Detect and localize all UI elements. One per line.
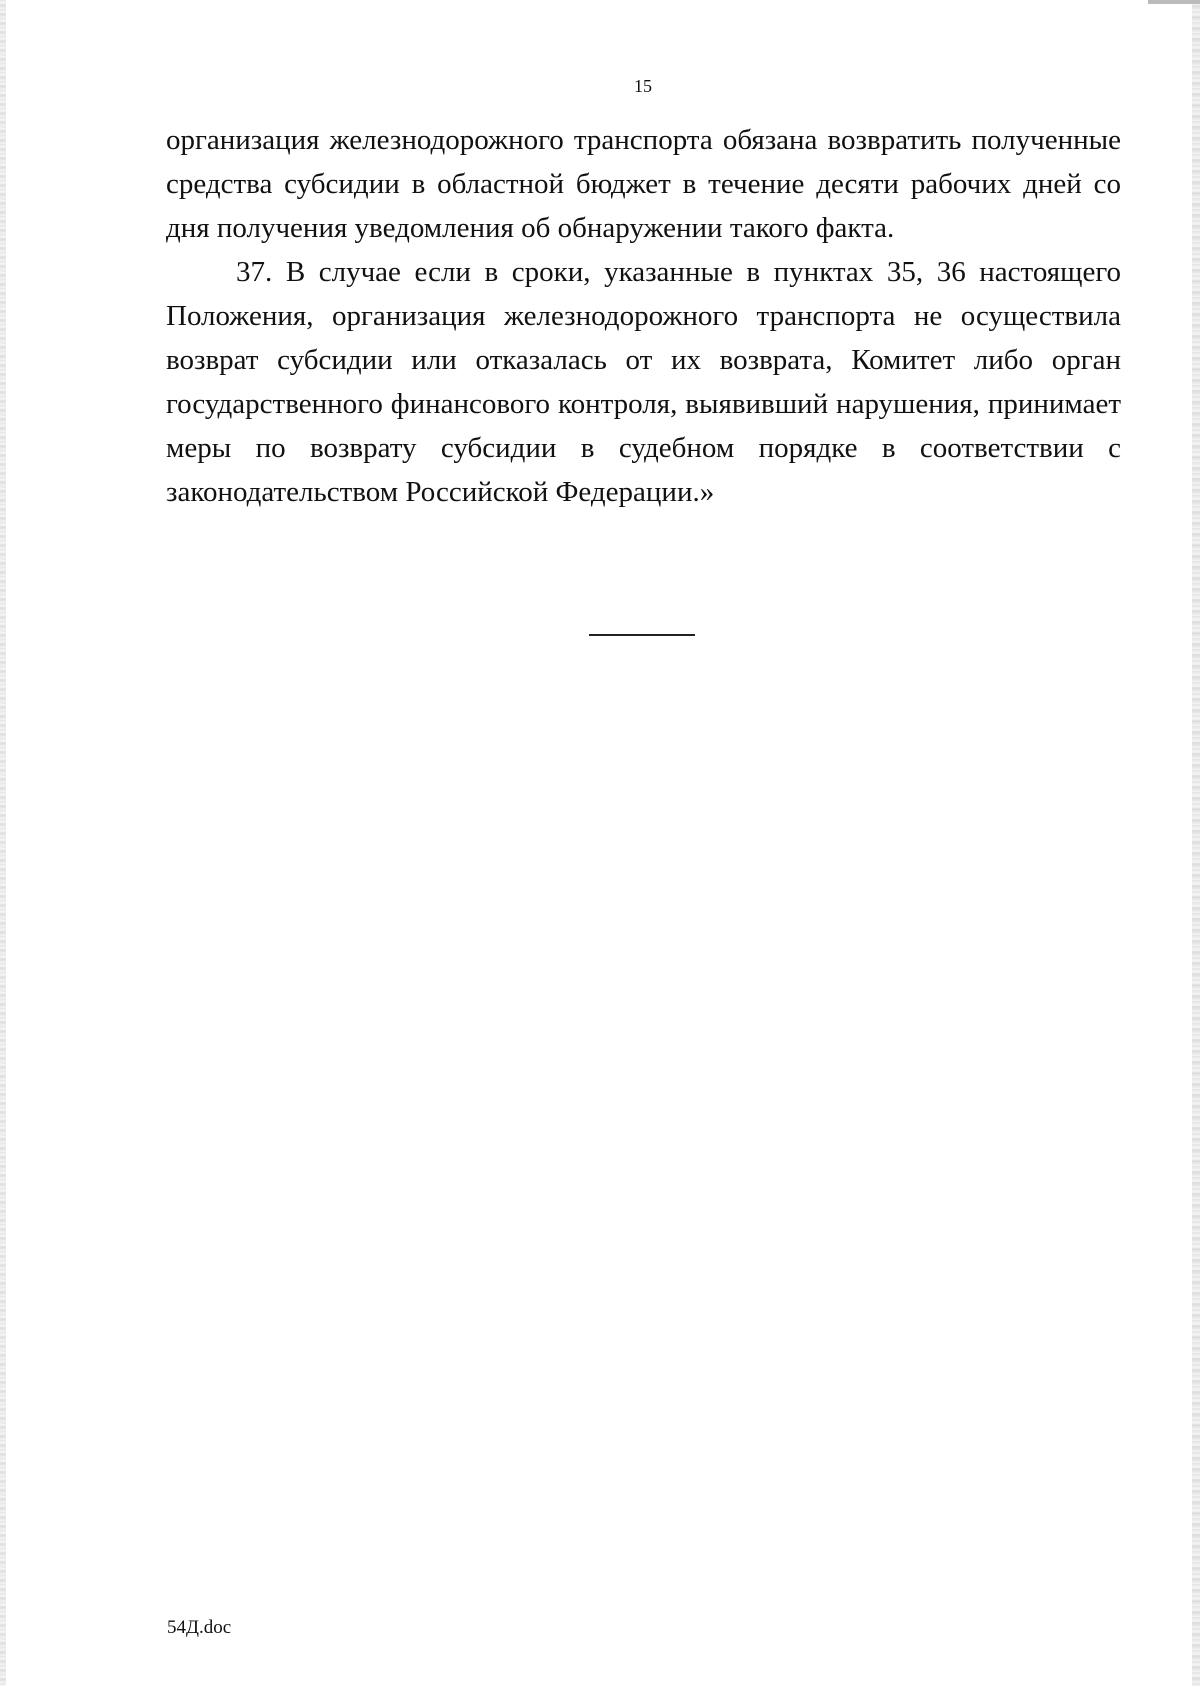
end-divider-line (589, 634, 695, 636)
body-text (166, 118, 1121, 514)
paragraph-continuation: организация железнодорожного транспорта обязана возвратить полученные средства субсидии в областной бюджет в течение десяти рабочих дней со дня получения уведомления об обнаружении такого факта. (166, 124, 1121, 244)
footer-filename: 54Д.doc (167, 1617, 232, 1638)
scan-edge-right (1192, 0, 1200, 1686)
page-number: 15 (634, 76, 652, 96)
scan-edge-top-right (1148, 0, 1200, 4)
scan-edge-left (0, 0, 6, 1686)
paragraph-37: 37. В случае если в сроки, указанные в пунктах 35, 36 настоящего Положения, организация железнодорожного транспорта не осуществила возврат субсидии или отказалась от их возврата, Комитет либо орган государственного финансового контроля, выявивший нарушения, принимает меры по возврату субсидии в судебном порядке в соответствии с законодательством Российской Федерации.» (166, 256, 1121, 508)
